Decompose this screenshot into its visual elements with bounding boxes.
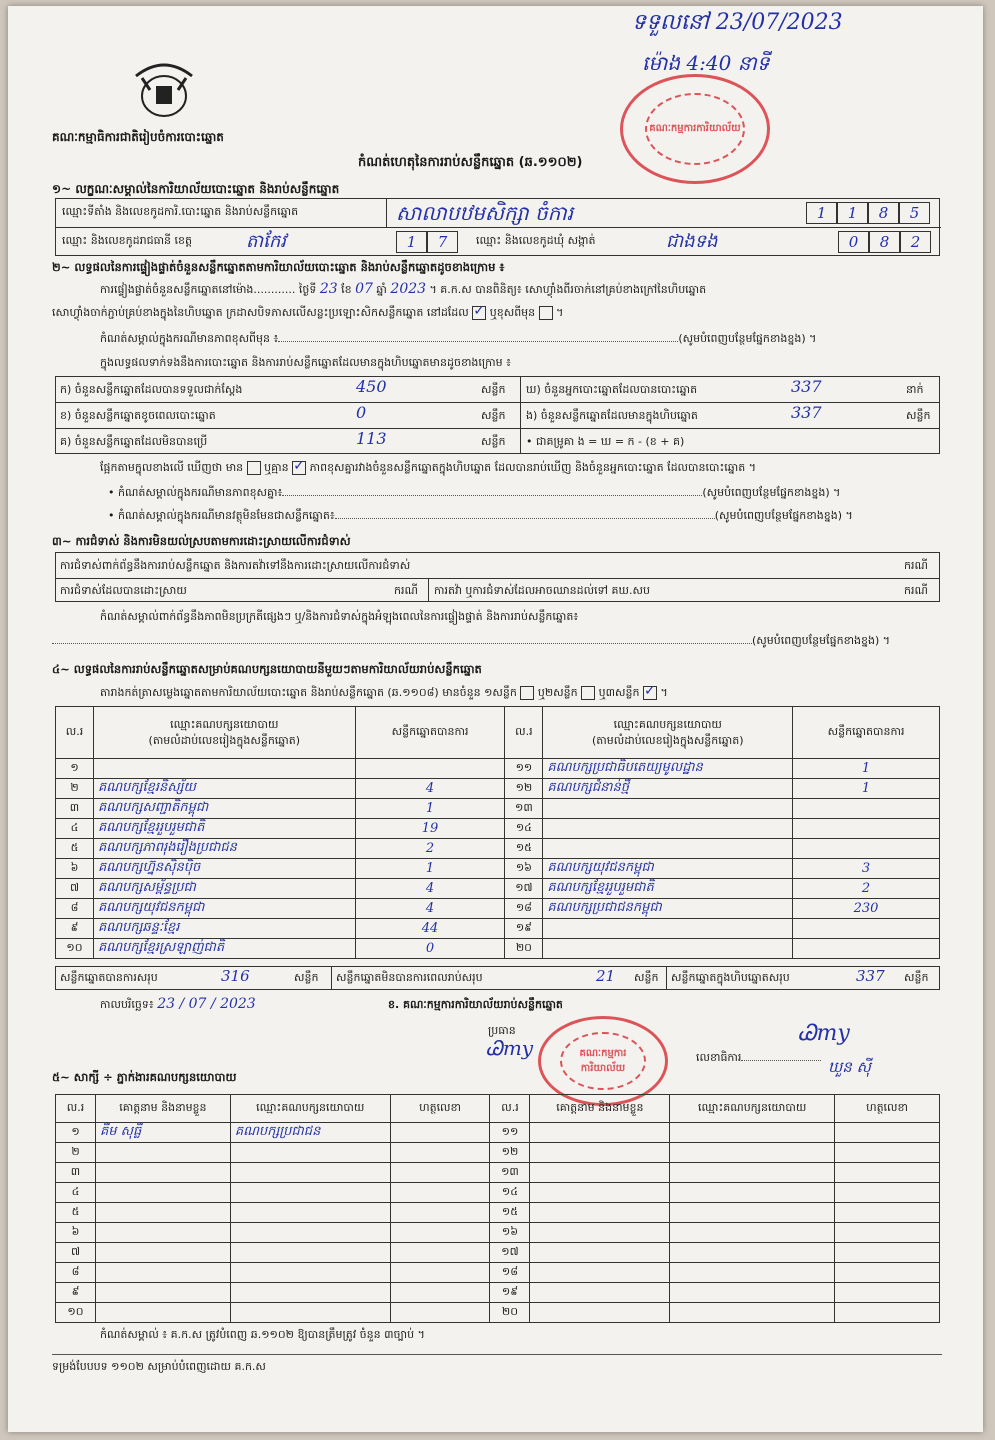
table-row [56,759,940,779]
witness-name-cell [530,1163,670,1183]
secretary-name: ឃួន ស៊ី [828,1058,871,1076]
handwritten-time: ម៉ោង 4:40 នាទី [642,51,770,75]
row-number: ១១ [505,759,543,779]
votes-cell [793,919,940,939]
date-line: កាលបរិច្ឆេទ៖ 23 / 07 / 2023 [100,996,256,1012]
party-name-cell: គណបក្សខ្មែរនិស្ស័យ [93,779,355,799]
unchanged-checkbox[interactable] [472,306,486,320]
party-name-cell: គណបក្សភាពរុងរឿងប្រជាជន [93,839,355,859]
row-number: ១២ [505,779,543,799]
row-number: ៣ [56,1163,96,1183]
province-label: ឈ្មោះ និងលេខកូដរាជធានី ខេត្ត [62,234,192,247]
row-number: ២ [56,1143,96,1163]
witness-name-cell [530,1263,670,1283]
witness-name-cell [95,1143,230,1163]
page-title: កំណត់ហេតុនៃការរាប់សន្លឹកឆ្នោត (ឆ.១១០២) [358,155,583,170]
votes-cell: 4 [355,879,505,899]
row-number: ១០ [56,1303,96,1323]
witness-name-cell [530,1303,670,1323]
count-d-value: 337 [791,377,822,396]
votes-cell: 2 [355,839,505,859]
witness-row [56,1303,940,1323]
votes-cell: 1 [793,759,940,779]
witness-row [56,1123,940,1143]
row-number: ១២ [490,1143,530,1163]
table-row [56,899,940,919]
witness-sign-cell [390,1223,490,1243]
witness-sign-cell [835,1283,940,1303]
handwritten-received: ទទួលនៅ 23/07/2023 [632,10,843,35]
row-number: ១៤ [505,819,543,839]
witness-row [56,1143,940,1163]
votes-cell: 4 [355,899,505,919]
witness-row [56,1163,940,1183]
votes-cell: 1 [355,859,505,879]
witness-party-cell: គណបក្សប្រជាជន [230,1123,390,1143]
total-valid-value: 316 [221,967,250,985]
count-c-label: គ) ចំនួនសន្លឹកឆ្នោតដែលមិនបានប្រើ [60,435,208,448]
province-value: តាកែវ [246,231,286,252]
row-number: ១៣ [505,799,543,819]
row-number: ១០ [56,939,94,959]
row-number: ៦ [56,859,94,879]
witness-row [56,1243,940,1263]
party-name-cell [543,919,793,939]
section1-heading: ១~ លក្ខណៈសម្គាល់នៃការិយាល័យបោះឆ្នោត និងរាប់សន្លឹកឆ្នោត [52,182,340,196]
row-number: ២០ [490,1303,530,1323]
table-intro: ក្នុងលទ្ធផលទាក់ទងនឹងការបោះឆ្នោត និងការរាប់សន្លឹកឆ្នោតដែលមានក្នុងហិបឆ្នោតមានដូចខាងក្រោម ៖ [100,356,511,369]
witness-party-cell [670,1163,835,1183]
witness-row [56,1183,940,1203]
witness-party-cell [230,1163,390,1183]
secretary-label: លេខាធិការ [696,1051,821,1067]
province-code: 1 7 [396,231,458,253]
party-name-cell [543,839,793,859]
row-number: ១៨ [490,1263,530,1283]
witness-party-cell [670,1183,835,1203]
section2-heading: ២~ លទ្ធផលនៃការផ្ទៀងផ្ទាត់ចំនួនសន្លឹកឆ្នោតតាមការិយាល័យបោះឆ្នោត និងរាប់សន្លឹកឆ្នោតដូចខាងក្រោម ៖ [52,260,505,274]
votes-cell [793,799,940,819]
witness-name-cell: គីម សុធ្លី [95,1123,230,1143]
witness-party-cell [670,1263,835,1283]
witness-name-cell [530,1243,670,1263]
party-name-cell [543,799,793,819]
row-number: ៨ [56,1263,96,1283]
table-row [56,859,940,879]
votes-cell: 2 [793,879,940,899]
witness-name-cell [530,1183,670,1203]
location-label: ឈ្មោះទីតាំង និងលេខកូដការិ.បោះឆ្នោត និងរាប់សន្លឹកឆ្នោត [62,205,299,218]
witness-name-cell [95,1303,230,1323]
witness-sign-cell [390,1263,490,1283]
party-name-cell [543,819,793,839]
witness-name-cell [95,1243,230,1263]
row-number: ៦ [56,1223,96,1243]
witness-sign-cell [390,1163,490,1183]
votes-cell: 4 [355,779,505,799]
votes-cell: 3 [793,859,940,879]
witness-sign-cell [835,1203,940,1223]
count-e-label: ង) ចំនួនសន្លឹកឆ្នោតដែលមានក្នុងហិបឆ្នោត [526,409,698,422]
row-number: ២ [56,779,94,799]
objection-table: ការជំទាស់ពាក់ព័ន្ធនឹងការរាប់សន្លឹកឆ្នោត និងការតវ៉ាទៅនឹងការដោះស្រាយលើការជំទាស់ ករណី ការជំទាស់ដែលបានដោះស្រាយ ករណី ការតវ៉ា ឬការជំទាស់ដែលអាចឈានដល់ទៅ គឃ.សប ករណី [55,552,940,602]
witness-sign-cell [835,1263,940,1283]
votes-cell [355,759,505,779]
witness-name-cell [530,1143,670,1163]
witness-name-cell [95,1283,230,1303]
party-name-cell: គណបក្សហ្វ៊ុនស៊ិនប៉ិច [93,859,355,879]
row-number: ៧ [56,1243,96,1263]
witness-name-cell [95,1223,230,1243]
witness-party-cell [670,1203,835,1223]
party-name-cell: គណបក្សប្រជាធិបតេយ្យមូលដ្ឋាន [543,759,793,779]
secretary-signature: Ꮚmy [798,1021,850,1046]
form-note: ទម្រង់បែបបទ ១១០២ សម្រាប់បំពេញដោយ គ.ក.ស [52,1360,266,1373]
chair-label: ប្រធាន [488,1024,516,1037]
commune-code: 0 8 2 [838,231,931,253]
witness-party-cell [230,1283,390,1303]
section1-box [55,198,940,256]
table-row [56,919,940,939]
witness-sign-cell [835,1223,940,1243]
party-name-cell [543,939,793,959]
witness-sign-cell [390,1143,490,1163]
witness-name-cell [530,1223,670,1243]
section3-heading: ៣~ ការជំទាស់ និងការមិនយល់ស្របតាមការដោះស្រាយលើការជំទាស់ [52,534,351,548]
one-sheet-checkbox[interactable] [520,686,534,700]
row-number: ៩ [56,1283,96,1303]
party-results-table: ល.រ ឈ្មោះគណបក្សនយោបាយ (តាមលំដាប់លេខរៀងក្នុងសន្លឹកឆ្នោត) សន្លឹកឆ្នោតបានការ ល.រ ឈ្មោះគណបក្សនយោបាយ (តាមលំដាប់លេខរៀងក្នុងសន្លឹកឆ្នោត) សន្លឹកឆ្នោតបានការ ១ ១១ គណបក្សប្រជាធិបតេយ្យមូលដ្ឋាន 1 ២ គណបក្សខ្មែរនិស្ស័យ 4 ១២ គណបក្សជំនាន់ថ្មី 1 ៣ គណបក្សសញ្ជាតិកម្ពុជា 1 ១៣ ៤ គណបក្សខ្មែររួបរួមជាតិ 19 ១៤ ៥ គណបក្សភាពរុងរឿងប្រជាជន 2 ១៥ ៦ គណបក្សហ្វ៊ុនស៊ិនប៉ិច 1 ១៦ គណបក្សយុវជនកម្ពុជា 3 ៧ គណបក្សសម្ព័ន្ធប្រជា 4 ១៧ គណបក្សខ្មែររួបរួមជាតិ 2 ៨ គណបក្សយុវជនកម្ពុជា 4 ១៨ គណបក្សប្រជាជនកម្ពុជា 230 ៩ គណបក្សឆន្ទៈខ្មែរ 44 ១៩ ១០ គណបក្សខ្មែរស្រឡាញ់ជាតិ 0 ២០ [55,706,940,959]
party-name-cell: គណបក្សខ្មែររួបរួមជាតិ [543,879,793,899]
witness-sign-cell [835,1243,940,1263]
witness-sign-cell [390,1183,490,1203]
votes-cell: 44 [355,919,505,939]
row-number: ១៩ [490,1283,530,1303]
total-box-value: 337 [856,967,885,985]
party-name-cell: គណបក្សសម្ព័ន្ធប្រជា [93,879,355,899]
votes-cell: 0 [355,939,505,959]
commune-value: ជាងទង [666,231,718,252]
votes-cell [793,819,940,839]
row-number: ៥ [56,1203,96,1223]
row-number: ៥ [56,839,94,859]
witness-party-cell [670,1123,835,1143]
changed-checkbox[interactable] [539,306,553,320]
tally-sheet-line: តារាងកត់ត្រាសម្លេងឆ្នោតតាមការិយាល័យបោះឆ្នោត និងរាប់សន្លឹកឆ្នោត (ឆ.១១០៨) មានចំនួន ១សន្លឹក ឬ២សន្លឹក ឬ៣សន្លឹក ✓ ។ [100,686,668,702]
witness-name-cell [95,1183,230,1203]
votes-cell: 1 [793,779,940,799]
chair-signature: Ꮚmy [486,1036,534,1060]
row-number: ១៨ [505,899,543,919]
foreign-object-note: • កំណត់សម្គាល់ក្នុងករណីមានវត្ថុមិនមែនជាសន្លឹកឆ្នោត៖ (សូមបំពេញបន្ថែមផ្នែកខាងខ្នង) ។ [108,509,853,522]
party-name-cell [93,759,355,779]
diff-note: • កំណត់សម្គាល់ក្នុងករណីមានភាពខុសគ្នា៖ (សូមបំពេញបន្ថែមផ្នែកខាងខ្នង) ។ [108,486,841,499]
row-number: ១៩ [505,919,543,939]
row-number: ១៧ [505,879,543,899]
ballot-count-table: ក) ចំនួនសន្លឹកឆ្នោតដែលបានទទួលជាក់ស្តែង 450 សន្លឹក ឃ) ចំនួនអ្នកបោះឆ្នោតដែលបានបោះឆ្នោត 337 នាក់ ខ) ចំនួនសន្លឹកឆ្នោតខូចពេលបោះឆ្នោត 0 សន្លឹក ង) ចំនួនសន្លឹកឆ្នោតដែលមានក្នុងហិបឆ្នោត 337 សន្លឹក គ) ចំនួនសន្លឹកឆ្នោតដែលមិនបានប្រើ 113 សន្លឹក • ជាគម្រូគា ង = ឃ = ក - (ខ + គ) [55,376,940,454]
location-value: សាលាបឋមសិក្សា ចំការ [396,201,574,225]
table-row [56,939,940,959]
witness-party-cell [670,1303,835,1323]
witness-row [56,1283,940,1303]
witness-name-cell [95,1163,230,1183]
row-number: ២០ [505,939,543,959]
party-name-cell: គណបក្សឆន្ទៈខ្មែរ [93,919,355,939]
table-row [56,819,940,839]
witness-party-cell [230,1203,390,1223]
diff-result-line: ផ្អែកតាមក្នុលខាងលើ ឃើញថា មាន ឬគ្មាន ✓ ភាពខុសគ្នារវាងចំនួនសន្លឹកឆ្នោតក្នុងហិបឆ្នោត ដែលបានរាប់ឃើញ និងចំនួនអ្នកបោះឆ្នោត ដែលបានបោះឆ្នោត ។ [100,461,756,477]
table-row [56,879,940,899]
row-number: ១៦ [505,859,543,879]
three-sheet-checkbox[interactable] [643,686,657,700]
row-number: ៨ [56,899,94,919]
witness-row [56,1263,940,1283]
row-number: ១៣ [490,1163,530,1183]
row-number: ១៦ [490,1223,530,1243]
votes-cell [793,839,940,859]
witness-table: ល.រ គោត្តនាម និងនាមខ្លួន ឈ្មោះគណបក្សនយោបាយ ហត្ថលេខា ល.រ គោត្តនាម និងនាមខ្លួន ឈ្មោះគណបក្សនយោបាយ ហត្ថលេខា ១ គីម សុធ្លី គណបក្សប្រជាជន ១១ ២ ១២ ៣ ១៣ ៤ ១៤ ៥ ១៥ ៦ ១៦ ៧ ១៧ ៨ ១៨ ៩ ១៩ ១០ ២០ [55,1094,940,1323]
votes-cell: 1 [355,799,505,819]
witness-party-cell [670,1143,835,1163]
official-stamp-top: គណៈកម្មការការិយាល័យ [620,74,770,184]
total-invalid-value: 21 [596,967,616,985]
witness-row [56,1223,940,1243]
witness-name-cell [530,1283,670,1303]
row-number: ១៥ [490,1203,530,1223]
witness-name-cell [530,1203,670,1223]
row-number: ៩ [56,919,94,939]
witness-sign-cell [390,1123,490,1143]
witness-row [56,1203,940,1223]
votes-cell: 19 [355,819,505,839]
party-name-cell: គណបក្សសញ្ជាតិកម្ពុជា [93,799,355,819]
seal-check-line: សោហ្វ៉ាំងចាក់ភ្ជាប់គ្រប់ខាងក្នុងនៃហិបឆ្នោត ក្រដាសបិទភាសលើសន្លះប្រឡោះសិកសន្លឹកឆ្នោត នៅដដែល ✓ ឬខុសពីមុន ។ [52,306,563,322]
witness-sign-cell [390,1203,490,1223]
count-formula: • ជាគម្រូគា ង = ឃ = ក - (ខ + គ) [526,435,685,448]
row-number: ១៧ [490,1243,530,1263]
witness-sign-cell [835,1303,940,1323]
votes-cell: 230 [793,899,940,919]
footer-note: កំណត់សម្គាល់ ៖ គ.ក.ស ត្រូវបំពេញ ឆ.១១០២ ឱ្យបានត្រឹមត្រូវ ចំនួន ៣ច្បាប់ ។ [100,1328,425,1341]
party-name-cell: គណបក្សប្រជាជនកម្ពុជា [543,899,793,919]
witness-party-cell [230,1263,390,1283]
witness-sign-cell [390,1283,490,1303]
count-a-value: 450 [356,377,387,396]
party-name-cell: គណបក្សយុវជនកម្ពុជា [93,899,355,919]
count-b-label: ខ) ចំនួនសន្លឹកឆ្នោតខូចពេលបោះឆ្នោត [60,409,216,422]
witness-party-cell [230,1183,390,1203]
section4-heading: ៤~ លទ្ធផលនៃការរាប់សន្លឹកឆ្នោតសម្រាប់គណបក្សនយោបាយនីមួយៗតាមការិយាល័យរាប់សន្លឹកឆ្នោត [52,662,482,676]
row-number: ១ [56,759,94,779]
count-a-label: ក) ចំនួនសន្លឹកឆ្នោតដែលបានទទួលជាក់ស្តែង [60,383,243,396]
commune-label: ឈ្មោះ និងលេខកូដឃុំ សង្កាត់ [476,234,596,247]
totals-row: សន្លឹកឆ្នោតបានការសរុប 316 សន្លឹក សន្លឹកឆ្នោតមិនបានការពេលរាប់សរុប 21 សន្លឹក សន្លឹកឆ្នោតក្នុងហិបឆ្នោតសរុប 337 សន្លឹក [55,966,940,990]
witness-sign-cell [835,1143,940,1163]
row-number: ៤ [56,819,94,839]
row-number: ៤ [56,1183,96,1203]
has-diff-checkbox[interactable] [247,461,261,475]
section5-heading: ៥~ សាក្សី ÷ ភ្នាក់ងារគណបក្សនយោបាយ [52,1070,237,1084]
document-page: ទទួលនៅ 23/07/2023 ម៉ោង 4:40 នាទី គណៈកម្មការការិយាល័យ គណៈកម្មាធិការជាតិរៀបចំការបោះឆ្នោត កំណត់ហេតុនៃការរាប់សន្លឹកឆ្នោត (ឆ.១១០២) ១~ លក្ខណៈសម្គាល់នៃការិយាល័យបោះឆ្នោត និងរាប់សន្លឹកឆ្នោត ឈ្មោះទីតាំង និងលេខកូដការិ.បោះឆ្នោត និងរាប់សន្លឹកឆ្នោត សាលាបឋមសិក្សា ចំការ 1 1 8 5 ឈ្មោះ និងលេខកូដរាជធានី ខេត្ត តាកែវ 1 7 ឈ្មោះ និងលេខកូដឃុំ សង្កាត់ ជាងទង 0 8 2 ២~ លទ្ធផលនៃការផ្ទៀងផ្ទាត់ចំនួនសន្លឹកឆ្នោតតាមការិយាល័យបោះឆ្នោត និងរាប់សន្លឹកឆ្នោតដូចខាងក្រោម ៖ ការផ្ទៀងផ្ទាត់ចំនួនសន្លឹកឆ្នោតនៅម៉ោង............ ថ្ងៃទី 23 ខែ 07 ឆ្នាំ 2023 ។ គ.ក.ស បានពិនិត្យ៖ សោហ្វ៉ាំងពីរចាក់នៅគ្រប់ខាងក្រៅនៃហិបឆ្នោត សោហ្វ៉ាំងចាក់ភ្ជាប់គ្រប់ខាងក្នុងនៃហិបឆ្នោត ក្រដាសបិទភាសលើសន្លះប្រឡោះសិកសន្លឹកឆ្នោត នៅដដែល ✓ ឬខុសពីមុន ។ កំណត់សម្គាល់ក្នុងករណីមានភាពខុសពីមុន ៖ (សូមបំពេញបន្ថែមផ្នែកខាងខ្នង) ។ ក្នុងលទ្ធផលទាក់ទងនឹងការបោះឆ្នោត និងការរាប់សន្លឹកឆ្នោតដែលមានក្នុងហិបឆ្នោតមានដូចខាងក្រោម ៖ ក) ចំនួនសន្លឹកឆ្នោតដែលបានទទួលជាក់ស្តែង 450 សន្លឹក ឃ) ចំនួនអ្នកបោះឆ្នោតដែលបានបោះឆ្នោត 337 នាក់ ខ) ចំនួនសន្លឹកឆ្នោតខូចពេលបោះឆ្នោត 0 សន្លឹក ង) ចំនួនសន្លឹកឆ្នោតដែលមានក្នុងហិបឆ្នោត 337 សន្លឹក គ) ចំនួនសន្លឹកឆ្នោតដែលមិនបានប្រើ 113 សន្លឹក • ជាគម្រូគា ង = ឃ = ក - (ខ + គ) ផ្អែកតាមក្នុលខាងលើ ឃើញថា មាន ឬគ្មាន ✓ ភាពខុសគ្នារវាងចំនួនសន្លឹកឆ្នោតក្នុងហិបឆ្នោត ដែលបានរាប់ឃើញ និងចំនួនអ្នកបោះឆ្នោត ដែលបានបោះឆ្នោត ។ • កំណត់សម្គាល់ក្នុងករណីមានភាពខុសគ្នា៖ (សូមបំពេញបន្ថែមផ្នែកខាងខ្នង) ។ • កំណត់សម្គាល់ក្នុងករណីមានវត្ថុមិនមែនជាសន្លឹកឆ្នោត៖ (សូមបំពេញបន្ថែមផ្នែកខាងខ្នង) ។ ៣~ ការជំទាស់ និងការមិនយល់ស្របតាមការដោះស្រាយលើការជំទាស់ ការជំទាស់ពាក់ព័ន្ធនឹងការរាប់សន្លឹកឆ្នោត និងការតវ៉ាទៅនឹងការដោះស្រាយលើការជំទាស់ ករណី ការជំទាស់ដែលបានដោះស្រាយ ករណី ការតវ៉ា ឬការជំទាស់ដែលអាចឈានដល់ទៅ គឃ.សប ករណី កំណត់សម្គាល់ពាក់ព័ន្ធនឹងភាពមិនប្រក្រតីផ្សេងៗ ឬ/និងការជំទាស់ក្នុងអំឡុងពេលនៃការផ្ទៀងផ្ទាត់ និងការរាប់សន្លឹកឆ្នោត៖ (សូមបំពេញបន្ថែមផ្នែកខាងខ្នង) ។ ៤~ លទ្ធផលនៃការរាប់សន្លឹកឆ្នោតសម្រាប់គណបក្សនយោបាយនីមួយៗតាមការិយាល័យរាប់សន្លឹកឆ្នោត តារាងកត់ត្រាសម្លេងឆ្នោតតាមការិយាល័យបោះឆ្នោត និងរាប់សន្លឹកឆ្នោត (ឆ.១១០៨) មានចំនួន ១សន្លឹក ឬ២សន្លឹក ឬ៣សន្លឹក ✓ ។ ល.រ ឈ្មោះគណបក្សនយោបាយ (តាមលំដាប់លេខរៀងក្នុងសន្លឹកឆ្នោត) សន្លឹកឆ្នោតបានការ ល.រ ឈ្មោះគណបក្សនយោបាយ (តាមលំដាប់លេខរៀងក្នុងសន្លឹកឆ្នោត) សន្លឹកឆ្នោតបានការ ១ ១១ គណបក្សប្រជាធិបតេយ្យមូលដ្ឋាន 1 ២ គណបក្សខ្មែរនិស្ស័យ 4 ១២ គណបក្សជំនាន់ថ្មី 1 ៣ គណបក្សសញ្ជាតិកម្ពុជា 1 ១៣ ៤ គណបក្សខ្មែររួបរួមជាតិ 19 ១៤ ៥ គណបក្សភាពរុងរឿងប្រជាជន 2 ១៥ ៦ គណបក្សហ្វ៊ុនស៊ិនប៉ិច 1 ១៦ គណបក្សយុវជនកម្ពុជា 3 ៧ គណបក្សសម្ព័ន្ធប្រជា 4 ១៧ គណបក្សខ្មែររួបរួមជាតិ 2 ៨ គណបក្សយុវជនកម្ពុជា 4 ១៨ គណបក្សប្រជាជនកម្ពុជា 230 ៩ គណបក្សឆន្ទៈខ្មែរ 44 ១៩ ១០ គណបក្សខ្មែរស្រឡាញ់ជាតិ 0 ២០ សន្លឹកឆ្នោតបានការសរុប 316 សន្លឹក សន្លឹកឆ្នោតមិនបានការពេលរាប់សរុប 21 សន្លឹក សន្លឹកឆ្នោតក្នុងហិបឆ្នោតសរុប 337 សន្លឹក កាលបរិច្ឆេទ៖ 23 / 07 / 2023 ខ. គណៈកម្មការការិយាល័យរាប់សន្លឹកឆ្នោត ប្រធាន Ꮚmy គណៈកម្មការការិយាល័យ លេខាធិការ Ꮚmy ឃួន ស៊ី ៥~ សាក្សី ÷ ភ្នាក់ងារគណបក្សនយោបាយ ល.រ គោត្តនាម និងនាមខ្លួន ឈ្មោះគណបក្សនយោបាយ ហត្ថលេខា ល.រ គោត្តនាម និងនាមខ្លួន ឈ្មោះគណបក្សនយោបាយ ហត្ថលេខា ១ គីម សុធ្លី គណបក្សប្រជាជន ១១ ២ ១២ ៣ ១៣ ៤ ១៤ ៥ ១៥ ៦ ១៦ ៧ ១៧ ៨ ១៨ ៩ ១៩ ១០ ២០ កំណត់សម្គាល់ ៖ គ.ក.ស ត្រូវបំពេញ ឆ.១១០២ ឱ្យបានត្រឹមត្រូវ ចំនួន ៣ច្បាប់ ។ ទម្រង់បែបបទ ១១០២ សម្រាប់បំពេញដោយ គ.ក.ស [8,6,983,1432]
witness-sign-cell [390,1243,490,1263]
witness-party-cell [670,1223,835,1243]
table-row [56,839,940,859]
location-code: 1 1 8 5 [806,202,930,224]
row-number: ១៥ [505,839,543,859]
witness-party-cell [670,1243,835,1263]
witness-name-cell [95,1263,230,1283]
committee-label: ខ. គណៈកម្មការការិយាល័យរាប់សន្លឹកឆ្នោត [388,998,563,1011]
witness-sign-cell [835,1123,940,1143]
row-number: ១៤ [490,1183,530,1203]
row-number: ១១ [490,1123,530,1143]
party-name-cell: គណបក្សខ្មែររួបរួមជាតិ [93,819,355,839]
witness-sign-cell [390,1303,490,1323]
witness-party-cell [230,1243,390,1263]
row-number: ៧ [56,879,94,899]
nec-emblem [128,56,200,124]
witness-party-cell [230,1143,390,1163]
witness-party-cell [670,1283,835,1303]
party-name-cell: គណបក្សយុវជនកម្ពុជា [543,859,793,879]
verify-time-line: ការផ្ទៀងផ្ទាត់ចំនួនសន្លឹកឆ្នោតនៅម៉ោង............ ថ្ងៃទី 23 ខែ 07 ឆ្នាំ 2023 ។ គ.ក.ស បានពិនិត្យ៖ សោហ្វ៉ាំងពីរចាក់នៅគ្រប់ខាងក្រៅនៃហិបឆ្នោត [100,281,707,297]
witness-sign-cell [835,1183,940,1203]
party-name-cell: គណបក្សខ្មែរស្រឡាញ់ជាតិ [93,939,355,959]
no-diff-checkbox[interactable] [292,461,306,475]
party-name-cell: គណបក្សជំនាន់ថ្មី [543,779,793,799]
count-b-value: 0 [356,403,367,422]
row-number: ៣ [56,799,94,819]
table-row [56,779,940,799]
table-row [56,799,940,819]
count-c-value: 113 [356,429,387,448]
witness-sign-cell [835,1163,940,1183]
witness-name-cell [95,1203,230,1223]
official-stamp-bottom: គណៈកម្មការការិយាល័យ [538,1016,668,1106]
votes-cell [793,939,940,959]
witness-party-cell [230,1223,390,1243]
witness-party-cell [230,1303,390,1323]
witness-name-cell [530,1123,670,1143]
row-number: ១ [56,1123,96,1143]
count-e-value: 337 [791,403,822,422]
org-name: គណៈកម្មាធិការជាតិរៀបចំការបោះឆ្នោត [52,130,224,144]
two-sheet-checkbox[interactable] [581,686,595,700]
count-d-label: ឃ) ចំនួនអ្នកបោះឆ្នោតដែលបានបោះឆ្នោត [526,383,698,396]
diff-note-line: កំណត់សម្គាល់ក្នុងករណីមានភាពខុសពីមុន ៖ (សូមបំពេញបន្ថែមផ្នែកខាងខ្នង) ។ [100,332,817,345]
objection-note: កំណត់សម្គាល់ពាក់ព័ន្ធនឹងភាពមិនប្រក្រតីផ្សេងៗ ឬ/និងការជំទាស់ក្នុងអំឡុងពេលនៃការផ្ទៀងផ្ទាត់ និងការរាប់សន្លឹកឆ្នោត៖ [100,610,579,623]
